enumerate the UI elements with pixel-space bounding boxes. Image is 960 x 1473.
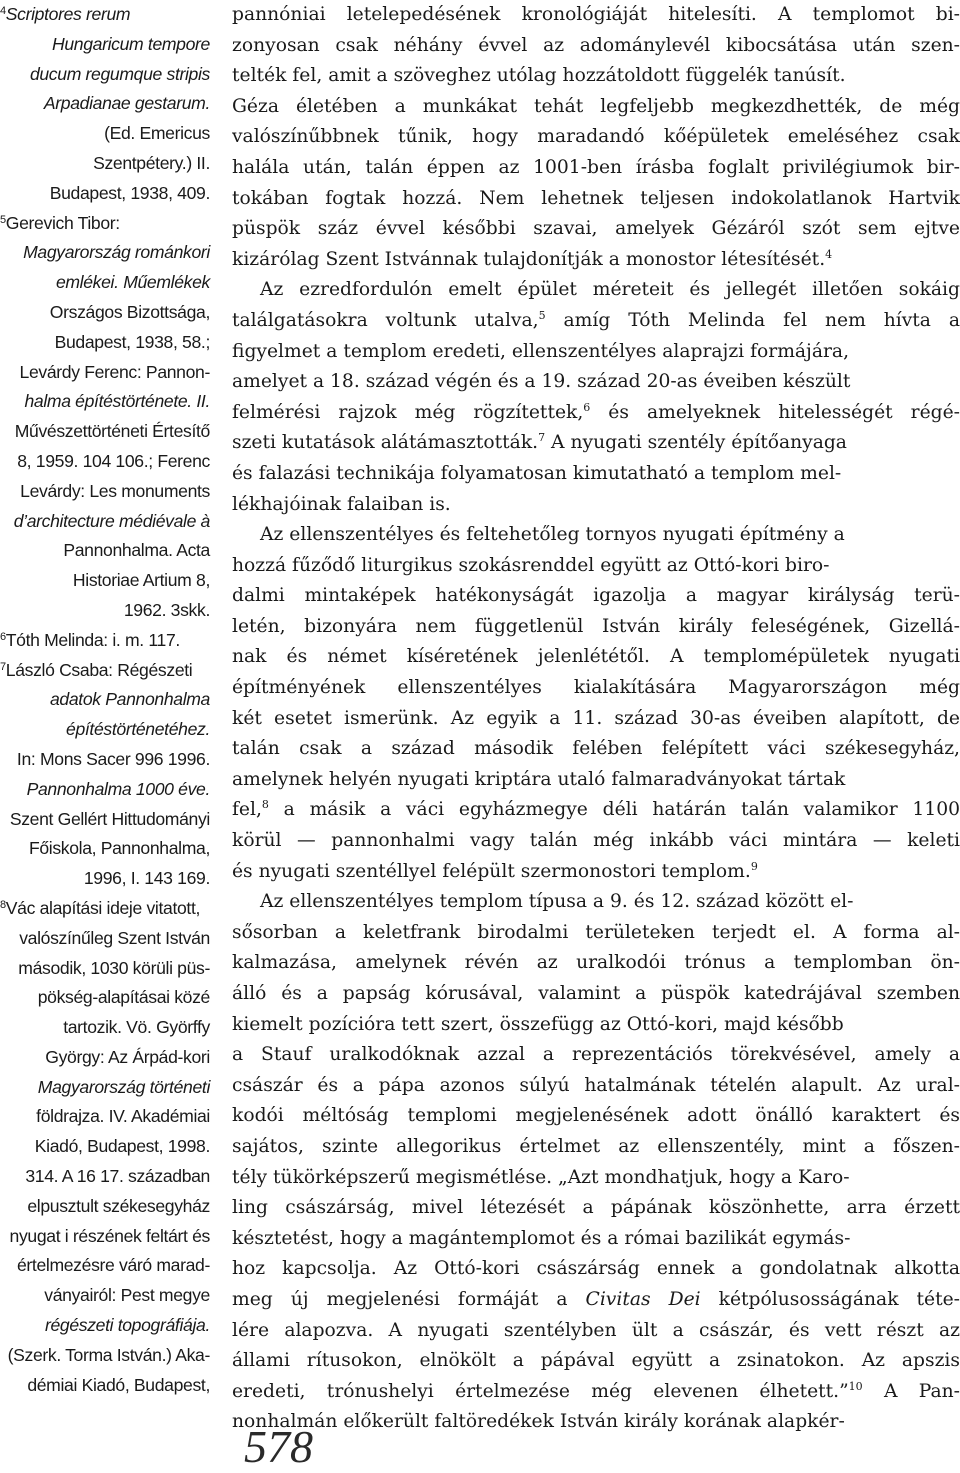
- body-text: lékhajóinak falaiban is.: [232, 493, 451, 515]
- body-text: figyelmet a templom eredeti, ellenszentélyes alaprajzi formájára,: [232, 340, 850, 362]
- footnote-reference: 9: [750, 859, 758, 873]
- footnote-line: [0, 1222, 210, 1252]
- footnote-text: 1962. 3skk.: [123, 599, 210, 620]
- body-text-line: [232, 1254, 960, 1285]
- footnote-text: Kiadó, Budapest, 1998.: [34, 1136, 210, 1157]
- footnote-text: Gerevich Tibor:: [5, 212, 120, 233]
- body-text-line: [232, 795, 960, 826]
- footnote-marker: 8: [0, 898, 6, 911]
- footnote-line: [0, 447, 210, 477]
- footnote-line: [0, 477, 210, 507]
- body-text-line: [232, 398, 960, 429]
- footnote-text: Szent Gellért Hittudományi: [9, 808, 210, 829]
- body-text-line: [232, 826, 960, 857]
- footnote-line: [0, 1341, 210, 1371]
- footnote-line: [0, 417, 210, 447]
- footnote-line: [0, 1281, 210, 1311]
- footnote-text: 1996, I. 143 169.: [83, 868, 210, 889]
- body-text: sajátos, szinte allegorikus értelmet az ellenszentély, mint a főszen-: [232, 1135, 960, 1157]
- body-italic-text: Civitas Dei: [585, 1288, 701, 1310]
- body-text-line: [232, 551, 960, 582]
- body-text: állami rítusokon, elnökölt a pápával együtt a zsinatokon. Az apszis: [232, 1350, 960, 1372]
- body-text: dalmi mintaképek hatékonyságát igazolja a magyar királyság terü-: [232, 585, 960, 607]
- body-text-line: [232, 367, 960, 398]
- body-text: amelyet a 18. század végén és a 19. század 20-as éveiben készült: [232, 371, 851, 393]
- body-text-line: [232, 306, 960, 337]
- body-text: nonhalmán előkerült faltöredékek István király korának alapkér-: [232, 1411, 845, 1433]
- footnote-line: [0, 745, 210, 775]
- footnote-text: László Csaba: Régészeti: [5, 659, 193, 680]
- body-text-line: [232, 245, 960, 276]
- body-text-line: [232, 734, 960, 765]
- footnote-line: [0, 805, 210, 835]
- body-text: talán csak a század második felében felépített váci székesegyház,: [232, 738, 960, 760]
- main-text-column: [232, 0, 960, 1438]
- footnote-line: [0, 536, 210, 566]
- body-text-line: [232, 979, 960, 1010]
- footnote-text: (Szerk. Torma István.) Aka-: [7, 1344, 210, 1365]
- body-text: kodói méltóság templomi megjelenésének adott önálló karaktert és: [232, 1105, 960, 1127]
- footnote-line: [0, 238, 210, 268]
- footnote-line: [0, 1162, 210, 1192]
- footnote-reference: 10: [848, 1379, 863, 1393]
- footnote-text: pökség-alapításai közé: [37, 987, 210, 1008]
- footnote-line: [0, 656, 210, 686]
- footnote-line: [0, 387, 210, 417]
- footnote-text: földrajza. IV. Akadémiai: [36, 1106, 210, 1127]
- footnote-text: Pannonhalma. Acta: [63, 540, 210, 561]
- footnote-text: Levárdy Ferenc: Pannon-: [19, 361, 210, 382]
- footnote-text: értelmezésre váró marad-: [16, 1255, 210, 1276]
- page-number: 578: [244, 1421, 313, 1472]
- body-text-line: [232, 918, 960, 949]
- body-text-line: [232, 581, 960, 612]
- footnote-line: [0, 1371, 210, 1401]
- footnote-text: Budapest, 1938, 58.;: [54, 331, 210, 352]
- body-text: kétpólusosságának téte-: [700, 1288, 960, 1310]
- body-text: felmérési rajzok még rögzítettek,: [232, 401, 584, 423]
- footnote-line: [0, 983, 210, 1013]
- body-text: hozzá fűződő liturgikus szokásrenddel együtt az Ottó-kori biro-: [232, 554, 830, 576]
- footnote-line: [0, 179, 210, 209]
- body-text: hoz kapcsolja. Az Ottó-kori császárság ennek a gondolatnak alkotta: [232, 1258, 960, 1280]
- footnote-line: [0, 1132, 210, 1162]
- footnote-line: [0, 566, 210, 596]
- footnote-text: Levárdy: Les monuments: [20, 480, 210, 501]
- footnote-line: [0, 626, 210, 656]
- body-text-line: [232, 61, 960, 92]
- body-text: Az ellenszentélyes és feltehetőleg tornyos nyugati építmény a: [260, 524, 845, 546]
- footnote-line: [0, 0, 210, 30]
- body-text-line: [232, 1010, 960, 1041]
- footnote-text: Magyarország románkori: [23, 242, 210, 263]
- footnote-line: [0, 1013, 210, 1043]
- footnote-line: [0, 507, 210, 537]
- body-text-line: [232, 1071, 960, 1102]
- body-text-line: [232, 1224, 960, 1255]
- footnote-reference: 8: [261, 798, 269, 812]
- body-text-line: [232, 31, 960, 62]
- footnote-line: [0, 209, 210, 239]
- footnote-text: építéstörténetéhez.: [66, 719, 210, 740]
- footnote-line: [0, 298, 210, 328]
- footnote-line: [0, 1043, 210, 1073]
- body-text: telték fel, amit a szöveghez utólag hozzátoldott függelék tanúsít.: [232, 65, 846, 87]
- body-text: császár és a pápa azonos súlyú hatalmának tételén alapult. Az ural-: [232, 1074, 960, 1096]
- footnote-line: [0, 358, 210, 388]
- body-text-line: [232, 337, 960, 368]
- footnote-line: [0, 864, 210, 894]
- body-text-line: [232, 275, 960, 306]
- footnote-text: tartozik. Vö. Györffy: [63, 1017, 210, 1038]
- body-text-line: [232, 1316, 960, 1347]
- body-text: ling császárság, mivel létezését a pápának köszönhette, arra érzett: [232, 1197, 960, 1219]
- footnote-text: régészeti topográfiája.: [44, 1315, 210, 1336]
- footnote-line: [0, 268, 210, 298]
- body-text-line: [232, 184, 960, 215]
- footnote-marker: 5: [0, 213, 6, 226]
- footnote-line: [0, 924, 210, 954]
- margin-footnotes: [0, 0, 210, 1400]
- footnote-line: [0, 685, 210, 715]
- footnote-text: emlékei. Műemlékek: [55, 272, 210, 293]
- body-text: A nyugati szentély építőanyaga: [545, 432, 847, 454]
- body-text: fel,: [232, 799, 262, 821]
- footnote-reference: 6: [583, 400, 591, 414]
- body-text: a másik a váci egyházmegye déli határán talán valamikor 1100: [268, 799, 960, 821]
- body-text: kalmazása, amelynek révén az uralkodói trónus a templomban ön-: [232, 952, 960, 974]
- footnote-line: [0, 1073, 210, 1103]
- footnote-text: Historiae Artium 8,: [72, 570, 210, 591]
- body-text: Az ezredfordulón emelt épület méreteit és jellegét illetően sokáig: [260, 279, 960, 301]
- body-text: kiemelt pozícióra tett szert, összefügg az Ottó-kori, majd később: [232, 1013, 844, 1035]
- footnote-line: [0, 775, 210, 805]
- body-text: és nyugati szentéllyel felépült szermonostori templom.: [232, 860, 751, 882]
- body-text: letén, bizonyára nem függetlenül István király feleségének, Gizellá-: [232, 615, 960, 637]
- footnote-line: [0, 954, 210, 984]
- body-text: kizárólag Szent Istvánnak tulajdonítják a monostor létesítését.: [232, 248, 826, 270]
- footnote-text: Budapest, 1938, 409.: [49, 182, 210, 203]
- footnote-line: [0, 149, 210, 179]
- body-text-line: [232, 1285, 960, 1316]
- footnote-text: 314. A 16 17. században: [25, 1166, 210, 1187]
- footnote-line: [0, 834, 210, 864]
- footnote-reference: 7: [538, 431, 546, 445]
- body-text-line: [232, 1346, 960, 1377]
- footnote-line: [0, 60, 210, 90]
- body-text: két esetet ismerünk. Az egyik a 11. század 30-as éveiben alapított, de: [232, 707, 960, 729]
- footnote-text: 8, 1959. 104 106.; Ferenc: [17, 450, 210, 471]
- body-text: Az ellenszentélyes templom típusa a 9. és 12. század között el-: [260, 891, 854, 913]
- body-text-line: [232, 857, 960, 888]
- footnote-text: elpusztult székesegyház: [27, 1195, 210, 1216]
- body-text: a Stauf uralkodóknak azzal a reprezentációs törekvésével, amely a: [232, 1044, 960, 1066]
- footnote-text: In: Mons Sacer 996 1996.: [16, 748, 210, 769]
- body-text-line: [232, 520, 960, 551]
- body-text-line: [232, 1407, 960, 1438]
- footnote-marker: 7: [0, 660, 6, 673]
- body-text-line: [232, 948, 960, 979]
- footnote-text: Tóth Melinda: i. m. 117.: [5, 629, 180, 650]
- body-text-line: [232, 765, 960, 796]
- body-text: késztetést, hogy a magántemplomot és a római bazilikát egymás-: [232, 1227, 851, 1249]
- footnote-text: Hungaricum tempore: [52, 33, 210, 54]
- body-text-line: [232, 887, 960, 918]
- footnote-line: [0, 596, 210, 626]
- footnote-text: Művészettörténeti Értesítő: [14, 421, 210, 442]
- footnote-line: [0, 1102, 210, 1132]
- body-text: valószínűbbnek tűnik, hogy maradandó kőépületek emeléséhez csak: [232, 126, 960, 148]
- footnote-text: nyugat i részének feltárt és: [9, 1225, 210, 1246]
- body-text-line: [232, 642, 960, 673]
- body-text-line: [232, 1101, 960, 1132]
- body-text: lére alapozva. A nyugati szentélyben ült a császár, és vett részt az: [232, 1319, 960, 1341]
- footnote-text: (Ed. Emericus: [104, 123, 210, 144]
- body-text-line: [232, 459, 960, 490]
- footnote-text: második, 1030 körüli püs-: [18, 957, 210, 978]
- footnote-text: Vác alapítási ideje vitatott,: [5, 897, 201, 918]
- body-text: A Pan-: [862, 1380, 960, 1402]
- body-text-line: [232, 673, 960, 704]
- body-text: tély tükörképszerű megismétlése. „Azt mondhatjuk, hogy a Karo-: [232, 1166, 850, 1188]
- body-text-line: [232, 490, 960, 521]
- body-text-line: [232, 214, 960, 245]
- body-text: püspök száz évvel későbbi szavai, amelyek Gézáról szót sem ejtve: [232, 218, 960, 240]
- footnote-marker: 4: [0, 5, 6, 17]
- body-text: tokában fogtak hozzá. Nem lehetnek teljesen indokolatlanok Hartvik: [232, 187, 960, 209]
- body-text: pannóniai letelepedésének kronológiáját hitelesíti. A templomot bi-: [232, 4, 960, 25]
- footnote-text: adatok Pannonhalma: [50, 689, 210, 710]
- footnote-text: Főiskola, Pannonhalma,: [28, 838, 210, 859]
- body-text: amíg Tóth Melinda fel nem hívta a: [545, 309, 960, 331]
- body-text-line: [232, 0, 960, 31]
- footnote-text: Arpadianae gestarum.: [43, 93, 210, 114]
- footnote-line: [0, 894, 210, 924]
- body-text-line: [232, 153, 960, 184]
- footnote-line: [0, 715, 210, 745]
- body-text: halála után, talán éppen az 1001-ben írásba foglalt privilégiumok bir-: [232, 156, 960, 178]
- footnote-line: [0, 30, 210, 60]
- body-text-line: [232, 92, 960, 123]
- body-text: meg új megjelenési formáját a: [232, 1288, 586, 1310]
- body-text-line: [232, 122, 960, 153]
- footnote-text: Scriptores rerum: [5, 4, 131, 24]
- body-text: nak és német kíséretének jelenlététől. A templomépületek nyugati: [232, 646, 960, 668]
- footnote-text: démiai Kiadó, Budapest,: [27, 1374, 210, 1395]
- body-text-line: [232, 1040, 960, 1071]
- footnote-text: valószínűleg Szent István: [19, 927, 210, 948]
- footnote-reference: 5: [538, 308, 546, 322]
- footnote-text: Szentpétery.) II.: [93, 152, 210, 173]
- body-text: körül — pannonhalmi vagy talán még inkább váci mintára — keleti: [232, 830, 960, 852]
- footnote-line: [0, 1251, 210, 1281]
- body-text-line: [232, 1163, 960, 1194]
- footnote-text: halma építéstörténete. II.: [24, 391, 210, 412]
- footnote-line: [0, 1311, 210, 1341]
- body-text: és falazási technikája folyamatosan kimutatható a templom mel-: [232, 462, 842, 484]
- body-text-line: [232, 704, 960, 735]
- footnote-reference: 4: [825, 247, 833, 261]
- footnote-text: ducum regumque stripis: [29, 63, 210, 84]
- footnote-text: ványairól: Pest megye: [44, 1285, 210, 1306]
- body-text-line: [232, 1132, 960, 1163]
- body-text-line: [232, 428, 960, 459]
- body-text: eredeti, trónushelyi értelmezése még elevenen élhetett.”: [232, 1380, 849, 1402]
- body-text: sősorban a keletfrank birodalmi területeken terjedt el. A forma al-: [232, 921, 960, 943]
- footnote-text: György: Az Árpád-kori: [45, 1046, 210, 1067]
- body-text: zonyosan csak néhány évvel az adománylevél kibocsátása után szen-: [232, 34, 960, 56]
- body-text: szeti kutatások alátámasztották.: [232, 432, 539, 454]
- footnote-text: d’architecture médiévale à: [13, 510, 210, 531]
- footnote-text: Országos Bizottsága,: [49, 301, 210, 322]
- footnote-line: [0, 1192, 210, 1222]
- body-text: Géza életében a munkákat tehát legfeljebb megkezdhették, de még: [232, 95, 960, 117]
- body-text: álló és a papság kórusával, valamint a püspök katedrájával szemben: [232, 983, 960, 1004]
- footnote-marker: 6: [0, 630, 6, 643]
- body-text-line: [232, 1193, 960, 1224]
- body-text: és amelyeknek hitelességét régé-: [590, 401, 960, 423]
- footnote-line: [0, 119, 210, 149]
- footnote-line: [0, 328, 210, 358]
- body-text: építményének ellenszentélyes kialakítására Magyarországon még: [232, 677, 960, 699]
- body-text-line: [232, 612, 960, 643]
- footnote-text: Pannonhalma 1000 éve.: [26, 778, 210, 799]
- body-text: találgatásokra voltunk utalva,: [232, 309, 539, 331]
- footnote-line: [0, 89, 210, 119]
- body-text: amelynek helyén nyugati kriptára utaló falmaradványokat tártak: [232, 768, 846, 790]
- body-text-line: [232, 1377, 960, 1408]
- footnote-text: Magyarország történeti: [37, 1076, 210, 1097]
